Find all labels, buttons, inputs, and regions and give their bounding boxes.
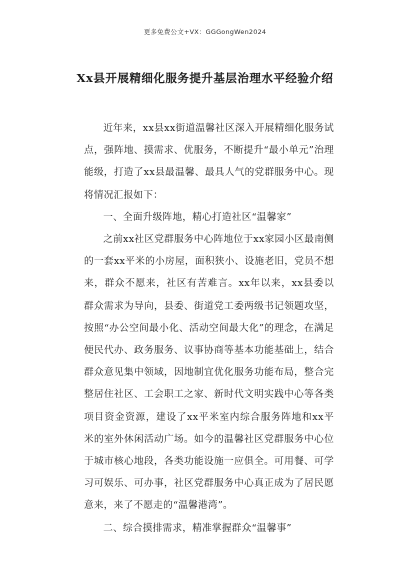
section-1-paragraph: 之前xx社区党群服务中心阵地位于xx家园小区最南侧的一套xx平米的小房屋，面积狭小、设施老旧，党员不想来，群众不愿来，社区有苦难言。xx年以来，xx县委以群众需求为导向，县委、街道党工委两级书记领题攻坚，按照“办公空间最小化、活动空间最大化”的理念，在满足便民代办、政务服务、议事协商等基本功能基础上，结合群众意见集中领域，因地制宜优化服务功能布局，整合完整居住社区、工会职工之家、新时代文明实践中心等各类项目资金资源，建设了xx平米室内综合服务阵地和xx平米的室外休闲活动广场。如今的温馨社区党群服务中心位于城市核心地段，各类功能设施一应俱全。可用餐、可学习可娱乐、可办事，社区党群服务中心真正成为了居民愿意来，来了不愿走的“温馨港湾”。 <box>84 234 334 512</box>
intro-paragraph: 近年来，xx县xx街道温馨社区深入开展精细化服务试点，强阵地、摸需求、优服务，不断提升“最小单元”治理能级，打造了xx县最温馨、最具人气的党群服务中心。现将情况汇报如下： <box>84 123 334 201</box>
header-note: 更多免费公文+VX：GGGongWen2024 <box>143 28 267 36</box>
document-body <box>84 118 334 540</box>
document-title: Xx县开展精细化服务提升基层治理水平经验介绍 <box>76 71 334 85</box>
section-heading-2: 二、综合摸排需求，精准掌握群众“温馨事” <box>103 522 292 534</box>
section-heading-1: 一、全面升级阵地，精心打造社区“温馨家” <box>103 211 292 223</box>
